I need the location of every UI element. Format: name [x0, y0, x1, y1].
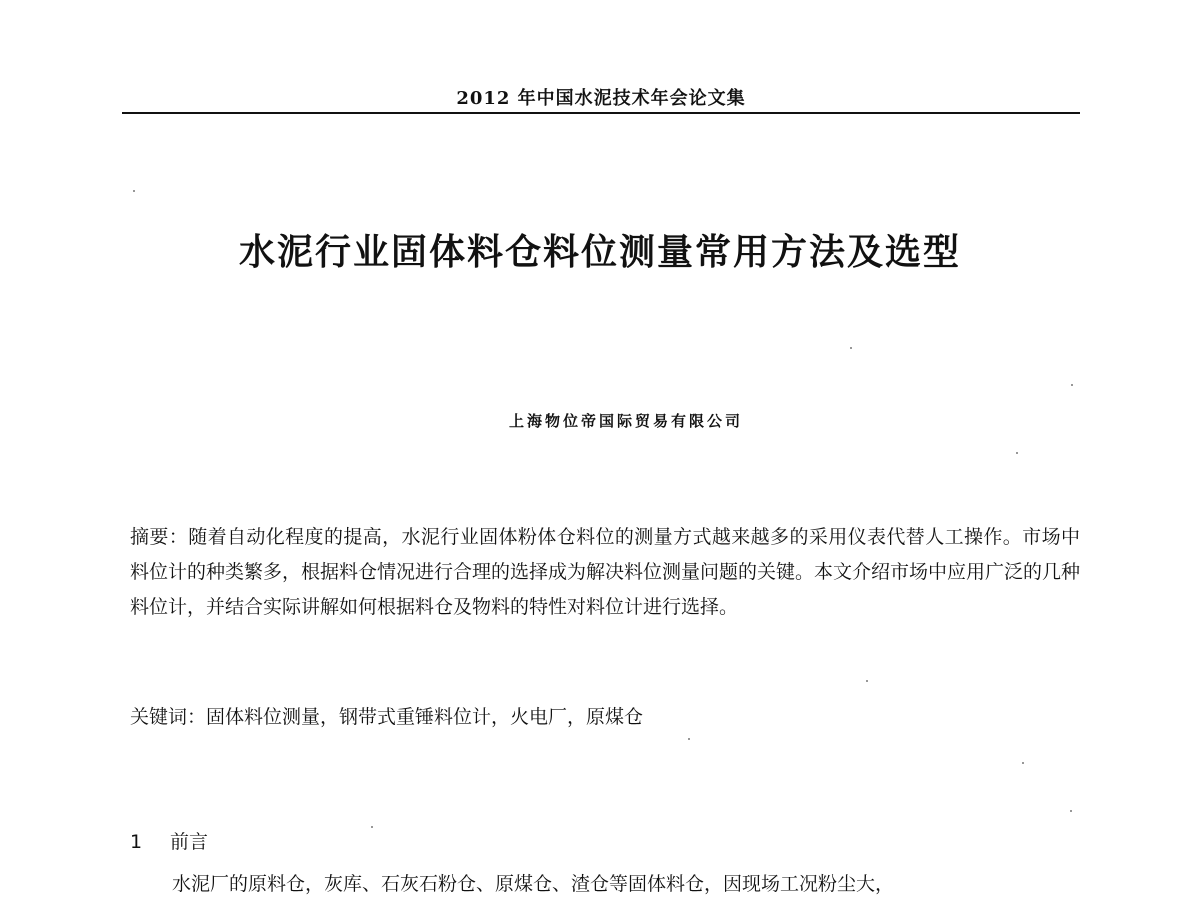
section-heading: [130, 828, 208, 856]
scan-speck: [133, 190, 135, 192]
scan-speck: [688, 738, 690, 740]
scan-speck: [1016, 452, 1018, 454]
scan-speck: [866, 680, 868, 682]
body-paragraph: 水泥厂的原料仓，灰库、石灰石粉仓、原煤仓、渣仓等固体料仓，因现场工况粉尘大，: [172, 873, 895, 895]
scan-speck: [371, 826, 373, 828]
scan-speck: [850, 347, 852, 349]
paper-title: 水泥行业固体料仓料位测量常用方法及选型: [238, 232, 961, 273]
header-rule: [122, 112, 1080, 114]
scan-speck: [1070, 810, 1072, 812]
abstract: [130, 520, 1080, 625]
abstract-text: 随着自动化程度的提高，水泥行业固体粉体仓料位的测量方式越来越多的采用仪表代替人工操作。市场中料位计的种类繁多，根据料仓情况进行合理的选择成为解决料位测量问题的关键。本文介绍市场中应用广泛的几种料位计，并结合实际讲解如何根据料仓及物料的特性对料位计进行选择。: [130, 526, 1081, 618]
keywords: [130, 702, 1080, 732]
section-title: 前言: [170, 831, 209, 853]
running-header: 2012 年中国水泥技术年会论文集: [456, 88, 746, 109]
abstract-label: 摘要：: [130, 526, 189, 548]
author-affiliation: 上海物位帝国际贸易有限公司: [508, 412, 743, 430]
scan-speck: [1022, 762, 1024, 764]
keywords-text: 固体料位测量，钢带式重锤料位计，火电厂，原煤仓: [206, 706, 644, 728]
section-number: 1: [130, 831, 143, 853]
scan-speck: [1071, 384, 1073, 386]
keywords-label: 关键词：: [130, 706, 207, 728]
